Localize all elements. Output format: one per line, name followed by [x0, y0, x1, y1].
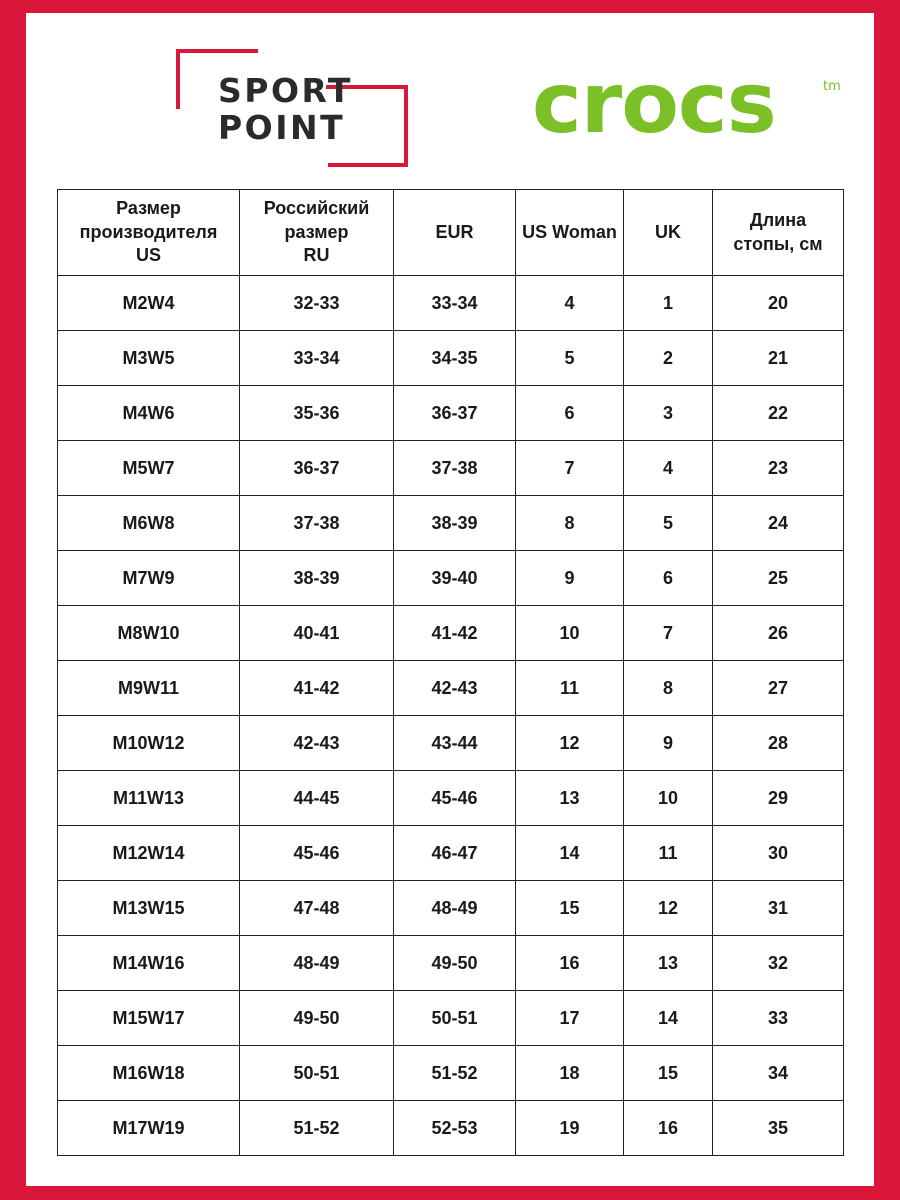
cell-us-woman: 6: [516, 386, 624, 441]
cell-eur: 43-44: [394, 716, 516, 771]
cell-us-woman: 16: [516, 936, 624, 991]
cell-ru-size: 51-52: [240, 1101, 394, 1156]
cell-foot-length: 21: [713, 331, 844, 386]
table-row: [58, 991, 844, 1046]
cell-manufacturer-size: M6W8: [58, 496, 240, 551]
cell-foot-length: 23: [713, 441, 844, 496]
cell-uk: 15: [624, 1046, 713, 1101]
cell-us-woman: 11: [516, 661, 624, 716]
cell-foot-length: 32: [713, 936, 844, 991]
cell-us-woman: 9: [516, 551, 624, 606]
cell-manufacturer-size: M10W12: [58, 716, 240, 771]
cell-foot-length: 24: [713, 496, 844, 551]
cell-uk: 2: [624, 331, 713, 386]
cell-us-woman: 18: [516, 1046, 624, 1101]
col-header-eur: EUR: [394, 190, 516, 276]
sport-point-logo-line2: POINT: [218, 108, 346, 147]
cell-foot-length: 31: [713, 881, 844, 936]
col-header-us-woman: US Woman: [516, 190, 624, 276]
cell-uk: 6: [624, 551, 713, 606]
cell-manufacturer-size: M13W15: [58, 881, 240, 936]
cell-us-woman: 13: [516, 771, 624, 826]
table-row: [58, 1101, 844, 1156]
cell-foot-length: 33: [713, 991, 844, 1046]
cell-ru-size: 41-42: [240, 661, 394, 716]
table-row: [58, 1046, 844, 1101]
cell-manufacturer-size: M12W14: [58, 826, 240, 881]
table-row: [58, 936, 844, 991]
cell-eur: 37-38: [394, 441, 516, 496]
cell-eur: 52-53: [394, 1101, 516, 1156]
cell-us-woman: 8: [516, 496, 624, 551]
cell-ru-size: 33-34: [240, 331, 394, 386]
cell-manufacturer-size: M3W5: [58, 331, 240, 386]
cell-uk: 16: [624, 1101, 713, 1156]
cell-eur: 36-37: [394, 386, 516, 441]
cell-foot-length: 26: [713, 606, 844, 661]
table-row: [58, 441, 844, 496]
cell-ru-size: 38-39: [240, 551, 394, 606]
cell-foot-length: 34: [713, 1046, 844, 1101]
table-row: [58, 551, 844, 606]
table-row: [58, 716, 844, 771]
cell-us-woman: 7: [516, 441, 624, 496]
cell-eur: 39-40: [394, 551, 516, 606]
table-row: [58, 771, 844, 826]
cell-manufacturer-size: M4W6: [58, 386, 240, 441]
cell-uk: 13: [624, 936, 713, 991]
cell-eur: 51-52: [394, 1046, 516, 1101]
table-header-row: [58, 190, 844, 276]
cell-foot-length: 29: [713, 771, 844, 826]
cell-uk: 9: [624, 716, 713, 771]
cell-uk: 8: [624, 661, 713, 716]
cell-ru-size: 48-49: [240, 936, 394, 991]
cell-us-woman: 4: [516, 276, 624, 331]
cell-ru-size: 42-43: [240, 716, 394, 771]
cell-manufacturer-size: M14W16: [58, 936, 240, 991]
cell-foot-length: 25: [713, 551, 844, 606]
cell-manufacturer-size: M2W4: [58, 276, 240, 331]
table-row: [58, 881, 844, 936]
cell-us-woman: 12: [516, 716, 624, 771]
cell-ru-size: 49-50: [240, 991, 394, 1046]
sport-point-logo-line1: SPORT: [218, 71, 353, 110]
table-row: [58, 606, 844, 661]
cell-us-woman: 10: [516, 606, 624, 661]
cell-foot-length: 30: [713, 826, 844, 881]
cell-uk: 3: [624, 386, 713, 441]
cell-manufacturer-size: M15W17: [58, 991, 240, 1046]
cell-uk: 1: [624, 276, 713, 331]
cell-uk: 10: [624, 771, 713, 826]
cell-ru-size: 45-46: [240, 826, 394, 881]
cell-manufacturer-size: M5W7: [58, 441, 240, 496]
col-header-manufacturer-size: Размер производителя US: [58, 190, 240, 276]
cell-ru-size: 36-37: [240, 441, 394, 496]
col-header-ru-size: Российский размер RU: [240, 190, 394, 276]
cell-ru-size: 47-48: [240, 881, 394, 936]
cell-eur: 48-49: [394, 881, 516, 936]
table-row: [58, 386, 844, 441]
cell-uk: 4: [624, 441, 713, 496]
size-chart-table: [57, 189, 844, 1156]
crocs-logo-word: crocs: [532, 54, 776, 152]
cell-ru-size: 50-51: [240, 1046, 394, 1101]
cell-eur: 49-50: [394, 936, 516, 991]
cell-foot-length: 20: [713, 276, 844, 331]
cell-eur: 45-46: [394, 771, 516, 826]
cell-manufacturer-size: M17W19: [58, 1101, 240, 1156]
crocs-logo-tm: tm: [823, 79, 841, 94]
table-row: [58, 276, 844, 331]
table-row: [58, 496, 844, 551]
cell-ru-size: 35-36: [240, 386, 394, 441]
table-row: [58, 826, 844, 881]
cell-eur: 38-39: [394, 496, 516, 551]
cell-manufacturer-size: M9W11: [58, 661, 240, 716]
cell-us-woman: 15: [516, 881, 624, 936]
cell-uk: 12: [624, 881, 713, 936]
cell-eur: 42-43: [394, 661, 516, 716]
sport-point-logo: [176, 49, 410, 169]
cell-ru-size: 44-45: [240, 771, 394, 826]
cell-us-woman: 14: [516, 826, 624, 881]
cell-manufacturer-size: M7W9: [58, 551, 240, 606]
cell-ru-size: 37-38: [240, 496, 394, 551]
cell-manufacturer-size: M11W13: [58, 771, 240, 826]
cell-uk: 14: [624, 991, 713, 1046]
cell-manufacturer-size: M16W18: [58, 1046, 240, 1101]
col-header-uk: UK: [624, 190, 713, 276]
cell-foot-length: 27: [713, 661, 844, 716]
cell-eur: 34-35: [394, 331, 516, 386]
table-row: [58, 661, 844, 716]
cell-uk: 7: [624, 606, 713, 661]
cell-ru-size: 32-33: [240, 276, 394, 331]
cell-foot-length: 28: [713, 716, 844, 771]
cell-foot-length: 22: [713, 386, 844, 441]
cell-uk: 5: [624, 496, 713, 551]
cell-us-woman: 17: [516, 991, 624, 1046]
cell-foot-length: 35: [713, 1101, 844, 1156]
table-row: [58, 331, 844, 386]
table-body: [58, 276, 844, 1156]
cell-manufacturer-size: M8W10: [58, 606, 240, 661]
cell-eur: 41-42: [394, 606, 516, 661]
col-header-foot-length: Длина стопы, см: [713, 190, 844, 276]
cell-us-woman: 5: [516, 331, 624, 386]
cell-eur: 33-34: [394, 276, 516, 331]
cell-eur: 46-47: [394, 826, 516, 881]
crocs-logo: [526, 55, 856, 155]
cell-us-woman: 19: [516, 1101, 624, 1156]
cell-ru-size: 40-41: [240, 606, 394, 661]
cell-uk: 11: [624, 826, 713, 881]
cell-eur: 50-51: [394, 991, 516, 1046]
